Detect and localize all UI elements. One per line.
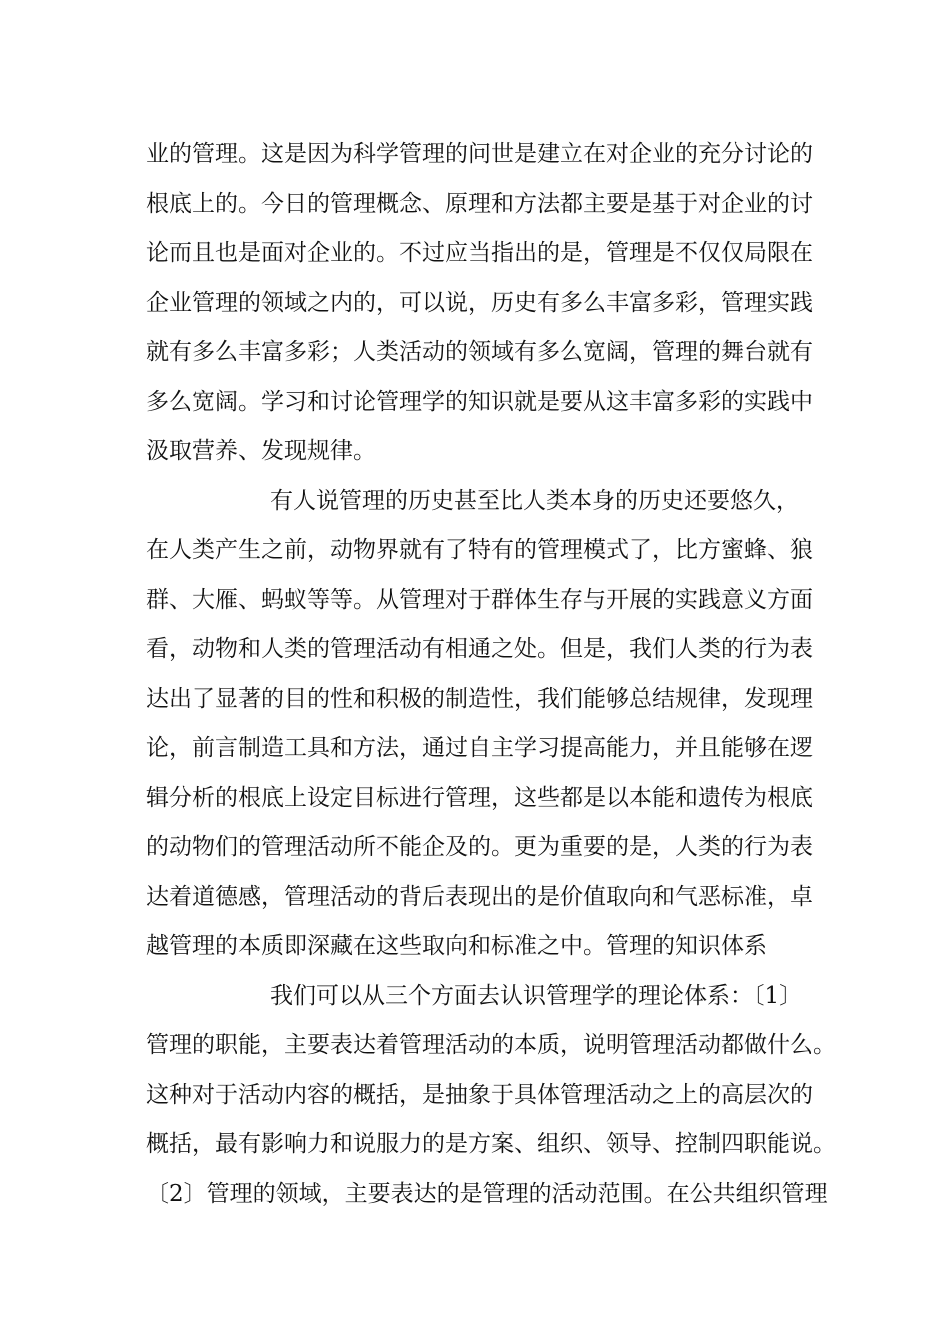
paragraph-1-line-7: 汲取营养、发现规律。 [146,438,376,464]
paragraph-2-line-3: 群、大雁、蚂蚁等等。从管理对于群体生存与开展的实践意义方面 [146,586,813,613]
paragraph-1-line-1: 业的管理。这是因为科学管理的问世是建立在对企业的充分讨论的 [146,141,813,167]
paragraph-3-line-5: 〔2〕管理的领域，主要表达的是管理的活动范围。在公共组织管理 [146,1180,828,1207]
paragraph-3-line-4: 概括，最有影响力和说服力的是方案、组织、领导、控制四职能说。 [146,1131,836,1157]
paragraph-2-line-7: 辑分析的根底上设定目标进行管理，这些都是以本能和遗传为根底 [146,784,813,811]
paragraph-1-line-2: 根底上的。今日的管理概念、原理和方法都主要是基于对企业的讨 [146,190,813,217]
paragraph-1-line-3: 论而且也是面对企业的。不过应当指出的是，管理是不仅仅局限在 [146,240,813,266]
paragraph-2-line-9: 达着道德感，管理活动的背后表现出的是价值取向和气恶标准，卓 [146,883,813,910]
paragraph-2-line-2: 在人类产生之前，动物界就有了特有的管理模式了，比方蜜蜂、狼 [146,537,813,563]
paragraph-2-line-8: 的动物们的管理活动所不能企及的。更为重要的是，人类的行为表 [146,834,813,860]
paragraph-2-line-1: 有人说管理的历史甚至比人类本身的历史还要悠久， [270,487,799,514]
paragraph-3-line-1: 我们可以从三个方面去认识管理学的理论体系：〔1〕 [270,982,803,1009]
paragraph-2-line-4: 看，动物和人类的管理活动有相通之处。但是，我们人类的行为表 [146,636,813,662]
paragraph-1-line-5: 就有多么丰富多彩；人类活动的领域有多么宽阔，管理的舞台就有 [146,339,813,365]
body-text [146,130,836,1219]
paragraph-1-line-4: 企业管理的领域之内的，可以说，历史有多么丰富多彩，管理实践 [146,289,813,316]
paragraph-3-line-3: 这种对于活动内容的概括，是抽象于具体管理活动之上的高层次的 [146,1081,813,1108]
paragraph-3-line-2: 管理的职能，主要表达着管理活动的本质，说明管理活动都做什么。 [146,1032,836,1058]
paragraph-2-line-5: 达出了显著的目的性和积极的制造性，我们能够总结规律，发现理 [146,685,813,712]
paragraph-2-line-6: 论，前言制造工具和方法，通过自主学习提高能力，并且能够在逻 [146,735,813,761]
paragraph-2-line-10: 越管理的本质即深藏在这些取向和标准之中。管理的知识体系 [146,933,767,959]
paragraph-1-line-6: 多么宽阔。学习和讨论管理学的知识就是要从这丰富多彩的实践中 [146,388,813,415]
